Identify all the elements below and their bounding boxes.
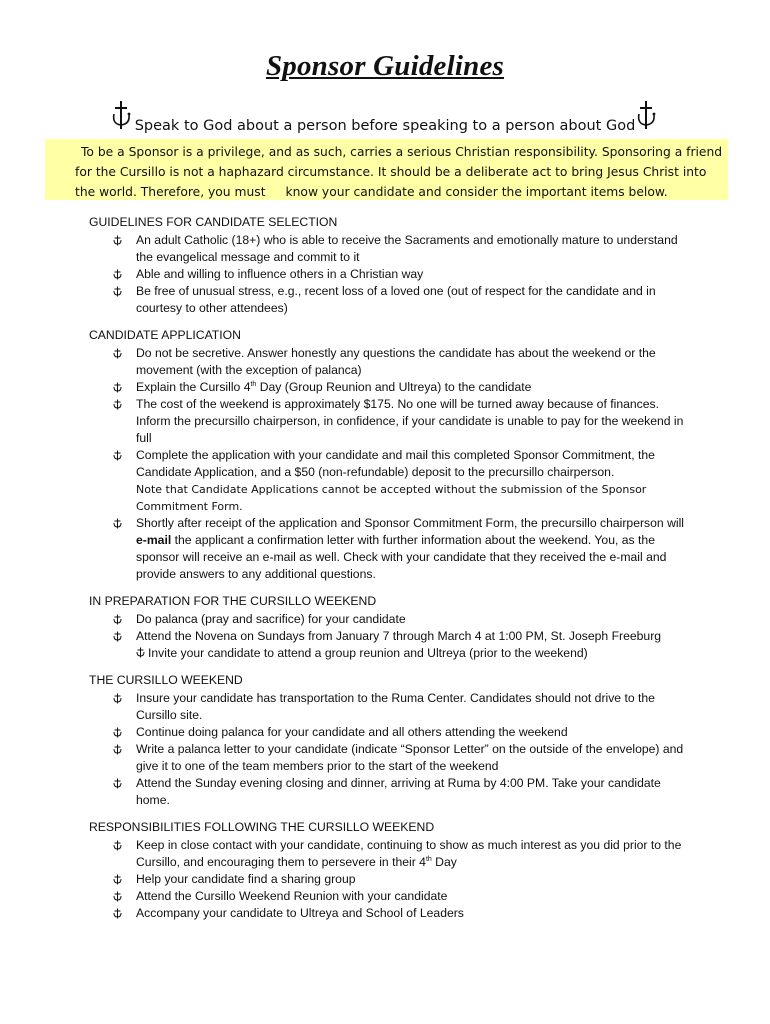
list-item <box>89 283 689 317</box>
cross-bullet-icon <box>113 235 122 246</box>
list-item-text: Do not be secretive. Answer honestly any questions the candidate has about the weekend or the movement (with the exception of palanca) <box>136 346 656 377</box>
list-item-text: Explain the Cursillo 4 <box>136 380 251 394</box>
list-item <box>89 266 689 283</box>
intro-line <box>75 182 728 202</box>
list-item <box>89 905 689 922</box>
tagline: Speak to God about a person before speaking to a person about God <box>134 118 636 134</box>
cross-bullet-icon <box>113 727 122 738</box>
list-item-text: Write a palanca letter to your candidate (indicate “Sponsor Letter” on the outside of the envelope) and give it to one of the team members prior to the start of the weekend <box>136 742 684 773</box>
list-item-text: The cost of the weekend is approximately $175. No one will be turned away because of finances. Inform the precursillo chairperson, in confidence, if your candidate is unable to pay for the weekend in full <box>136 397 684 445</box>
list-item-text: Keep in close contact with your candidate, continuing to show as much interest as you did prior to the Cursillo, and encouraging them to persevere in their 4 <box>136 838 682 869</box>
list-item-text: Day <box>431 855 457 869</box>
cross-bullet-icon <box>113 450 122 461</box>
cross-bullet-icon <box>113 693 122 704</box>
intro-box <box>45 139 728 200</box>
page-title: Sponsor Guidelines <box>265 50 505 82</box>
list-item <box>89 741 689 775</box>
section-candidate-application <box>89 327 689 583</box>
intro-text: know your candidate and consider the important items below. <box>285 185 668 199</box>
section-title: CANDIDATE APPLICATION <box>89 328 241 342</box>
cross-bullet-icon <box>113 891 122 902</box>
list-item <box>89 611 689 628</box>
sub-list-item-text: Invite your candidate to attend a group reunion and Ultreya (prior to the weekend) <box>148 646 588 660</box>
cross-bullet-icon <box>113 269 122 280</box>
list-item <box>89 396 689 447</box>
superscript: th <box>250 380 257 388</box>
cross-bullet-icon <box>113 348 122 359</box>
section-title: RESPONSIBILITIES FOLLOWING THE CURSILLO WEEKEND <box>89 820 435 834</box>
list-item-text: Insure your candidate has transportation to the Ruma Center. Candidates should not drive to the Cursillo site. <box>136 691 655 722</box>
list-item-text: Be free of unusual stress, e.g., recent loss of a loved one (out of respect for the candidate and in courtesy to other attendees) <box>136 284 656 315</box>
list-item <box>89 515 689 583</box>
bold-text: e-mail <box>136 533 172 547</box>
list-item-text: Able and willing to influence others in a Christian way <box>136 267 424 281</box>
cross-bullet-icon <box>113 382 122 393</box>
cross-bullet-icon <box>113 518 122 529</box>
list-item-text: Attend the Novena on Sundays from January 7 through March 4 at 1:00 PM, St. Joseph Freeburg <box>136 629 662 643</box>
section-title: IN PREPARATION FOR THE CURSILLO WEEKEND <box>89 594 377 608</box>
cross-bullet-icon <box>113 286 122 297</box>
sub-list-item <box>136 645 689 662</box>
list-item-text: Continue doing palanca for your candidate and all others attending the weekend <box>136 725 568 739</box>
section-title: GUIDELINES FOR CANDIDATE SELECTION <box>89 215 338 229</box>
list-item <box>89 837 689 871</box>
cross-bullet-icon <box>113 614 122 625</box>
cross-bullet-icon <box>113 778 122 789</box>
list-item <box>89 628 689 662</box>
superscript: th <box>425 855 432 863</box>
cross-bullet-icon <box>113 631 122 642</box>
list-item-text: Shortly after receipt of the application and Sponsor Commitment Form, the precursillo chairperson will <box>136 516 685 530</box>
intro-line: To be a Sponsor is a privilege, and as such, carries a serious Christian responsibility. Sponsoring a friend <box>81 145 723 159</box>
list-item-text: Attend the Sunday evening closing and dinner, arriving at Ruma by 4:00 PM. Take your candidate home. <box>136 776 661 807</box>
cross-bullet-icon <box>113 399 122 410</box>
list-item <box>89 232 689 266</box>
list-item-text: Do palanca (pray and sacrifice) for your candidate <box>136 612 406 626</box>
list-item-text: Complete the application with your candidate and mail this completed Sponsor Commitment, the Candidate Application, and a $50 (non-refundable) deposit to the precursillo chairperson. <box>136 448 655 479</box>
list-item-text: Attend the Cursillo Weekend Reunion with your candidate <box>136 889 448 903</box>
section-weekend <box>89 672 689 809</box>
list-item-text: Accompany your candidate to Ultreya and School of Leaders <box>136 906 464 920</box>
list-item <box>89 888 689 905</box>
list-item <box>89 775 689 809</box>
section-following-weekend <box>89 819 689 922</box>
list-item <box>89 690 689 724</box>
list-item <box>89 447 689 515</box>
list-item-text: Help your candidate find a sharing group <box>136 872 356 886</box>
cross-bullet-icon <box>113 874 122 885</box>
list-item <box>89 724 689 741</box>
list-item-text: the applicant a confirmation letter with further information about the weekend. You, as the sponsor will receive an e-mail as well. Check with your candidate that they received the e-mail and provide answers to any additional questions. <box>136 533 667 581</box>
list-item <box>89 345 689 379</box>
application-note: Note that Candidate Applications cannot be accepted without the submission of the Sponsor Commitment Form. <box>136 483 647 513</box>
intro-text: the world. Therefore, you must <box>75 185 266 199</box>
list-item <box>89 871 689 888</box>
cross-bullet-icon <box>113 744 122 755</box>
section-title: THE CURSILLO WEEKEND <box>89 673 243 687</box>
intro-line: for the Cursillo is not a haphazard circumstance. It should be a deliberate act to bring Jesus Christ into <box>75 165 707 179</box>
list-item <box>89 379 689 396</box>
section-candidate-selection <box>89 214 689 317</box>
guidelines-content <box>89 214 689 932</box>
section-preparation <box>89 593 689 662</box>
cross-bullet-icon <box>136 647 145 658</box>
list-item-text: Day (Group Reunion and Ultreya) to the candidate <box>256 380 532 394</box>
list-item-text: An adult Catholic (18+) who is able to receive the Sacraments and emotionally mature to understand the evangelical message and commit to it <box>136 233 678 264</box>
cross-bullet-icon <box>113 908 122 919</box>
cross-bullet-icon <box>113 840 122 851</box>
